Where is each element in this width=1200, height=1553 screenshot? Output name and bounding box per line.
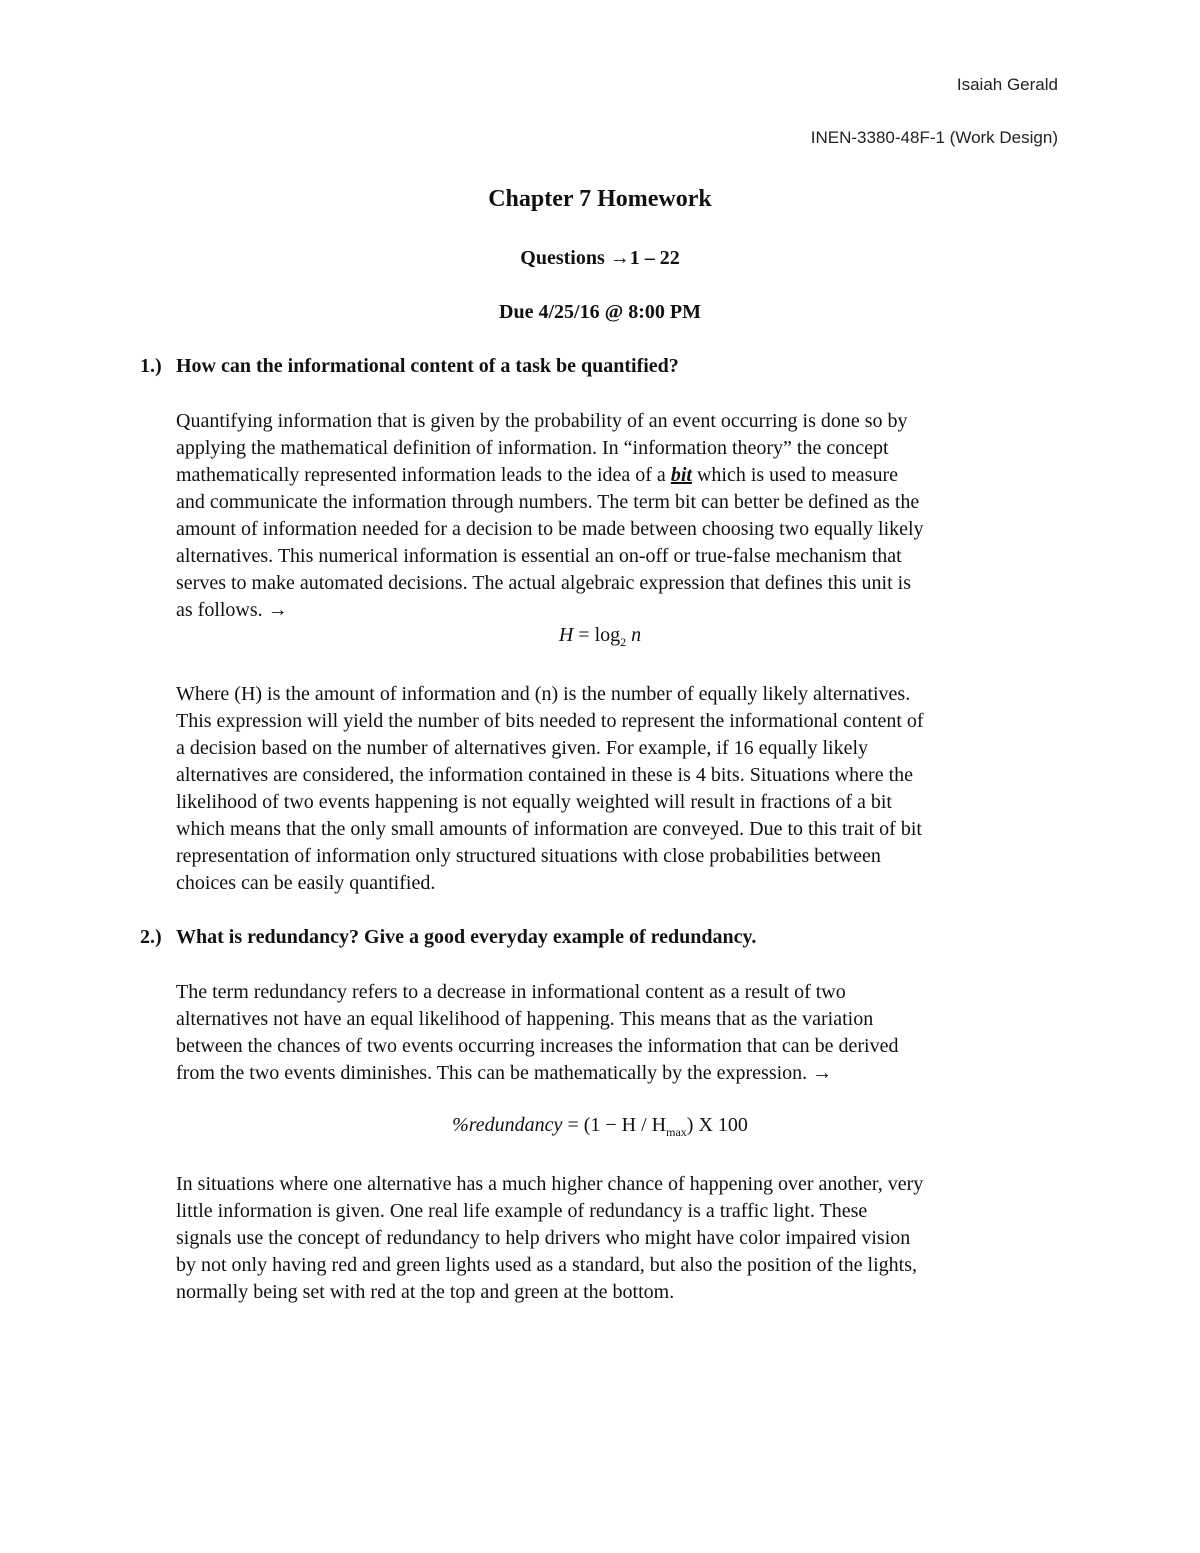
answer-line: which means that the only small amounts of information are conveyed. Due to this trait of bit (176, 818, 922, 840)
questions-range-value: 1 – 22 (629, 247, 680, 269)
question-2 (140, 926, 756, 949)
answer-line: likelihood of two events happening is not equally weighted will result in fractions of a bit (176, 791, 892, 813)
question-1 (140, 355, 679, 378)
equation-information (0, 624, 1200, 650)
answer-line: The term redundancy refers to a decrease in informational content as a result of two (176, 981, 846, 1003)
answer-line: applying the mathematical definition of information. In “information theory” the concept (176, 437, 889, 459)
answer-1-paragraph-1 (176, 408, 1066, 624)
answer-line-part: which is used to measure (691, 464, 899, 486)
answer-line (176, 462, 1066, 489)
answer-line: choices can be easily quantified. (176, 872, 436, 894)
question-1-text: How can the informational content of a task be quantified? (176, 355, 679, 377)
due-date: Due 4/25/16 @ 8:00 PM (499, 301, 701, 323)
questions-range (0, 247, 1200, 270)
answer-line: Quantifying information that is given by the probability of an event occurring is done so by (176, 410, 908, 432)
author-name: Isaiah Gerald (956, 75, 1058, 94)
equation-redundancy (0, 1114, 1200, 1140)
arrow-icon: → (609, 247, 630, 269)
arrow-icon: → (812, 1062, 833, 1084)
answer-line: and communicate the information through numbers. The term bit can better be defined as the (176, 491, 920, 513)
question-2-number: 2.) (140, 926, 162, 948)
page-title: Chapter 7 Homework (488, 186, 712, 212)
answer-1-paragraph-2 (176, 681, 1066, 897)
answer-line (176, 597, 1066, 624)
equation-subscript: 2 (620, 635, 627, 649)
answer-line: a decision based on the number of alternatives given. For example, if 16 equally likely (176, 737, 869, 759)
answer-2-paragraph-1 (176, 979, 1066, 1087)
answer-line: alternatives not have an equal likelihood of happening. This means that as the variation (176, 1008, 874, 1030)
question-2-text: What is redundancy? Give a good everyday example of redundancy. (176, 926, 757, 948)
answer-line: by not only having red and green lights used as a standard, but also the position of the lights, (176, 1254, 917, 1276)
answer-line: signals use the concept of redundancy to help drivers who might have color impaired vision (176, 1227, 911, 1249)
arrow-icon: → (267, 599, 288, 621)
answer-line-part: as follows. (176, 599, 268, 621)
answer-2-paragraph-2 (176, 1171, 1066, 1306)
equation-var: n (626, 624, 642, 646)
answer-line: little information is given. One real life example of redundancy is a traffic light. These (176, 1200, 868, 1222)
answer-line-part: from the two events diminishes. This can be mathematically by the expression. (176, 1062, 813, 1084)
answer-line: alternatives are considered, the information contained in these is 4 bits. Situations where the (176, 764, 914, 786)
bit-term: bit (670, 464, 692, 486)
answer-line: alternatives. This numerical information is essential an on-off or true-false mechanism that (176, 545, 902, 567)
course-name: INEN-3380-48F-1 (Work Design) (810, 128, 1058, 147)
answer-line-part: mathematically represented information leads to the idea of a (176, 464, 671, 486)
equation-lhs: H (558, 624, 574, 646)
answer-line: representation of information only structured situations with close probabilities between (176, 845, 881, 867)
answer-line: In situations where one alternative has a much higher chance of happening over another, very (176, 1173, 924, 1195)
equation-subscript: max (666, 1125, 687, 1139)
answer-line: amount of information needed for a decision to be made between choosing two equally likely (176, 518, 924, 540)
answer-line: normally being set with red at the top and green at the bottom. (176, 1281, 675, 1303)
equation-rhs: ) X 100 (686, 1114, 748, 1136)
answer-line: between the chances of two events occurring increases the information that can be derived (176, 1035, 899, 1057)
equation-mid: = (1 − H / H (562, 1114, 667, 1136)
equation-op: = log (573, 624, 621, 646)
answer-line: This expression will yield the number of bits needed to represent the informational content of (176, 710, 924, 732)
equation-lhs: %redundancy (452, 1114, 563, 1136)
answer-line: serves to make automated decisions. The actual algebraic expression that defines this unit is (176, 572, 911, 594)
questions-prefix: Questions (520, 247, 610, 269)
answer-line (176, 1060, 1066, 1087)
question-1-number: 1.) (140, 355, 162, 377)
answer-line: Where (H) is the amount of information and (n) is the number of equally likely alternatives. (176, 683, 911, 705)
